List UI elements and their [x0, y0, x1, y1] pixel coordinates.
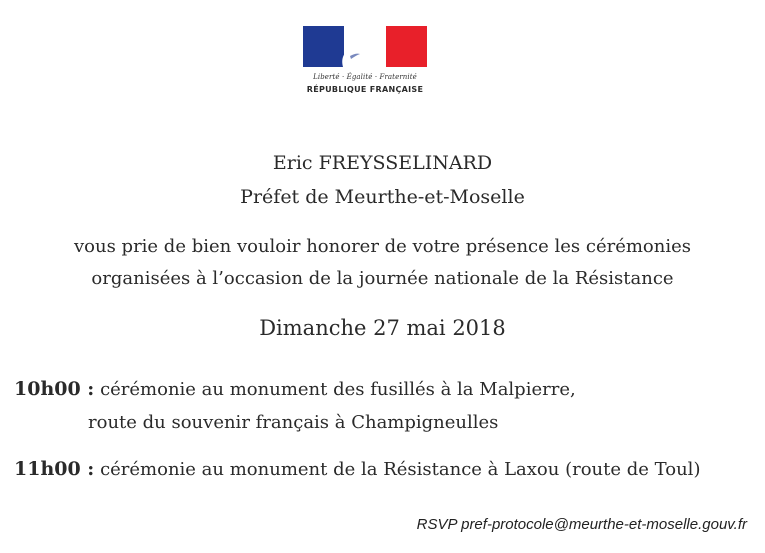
event-date: Dimanche 27 mai 2018: [259, 316, 506, 340]
event-1-time: 10h00 :: [14, 378, 95, 400]
invitation-line-1: vous prie de bien vouloir honorer de votre présence les cérémonies: [73, 236, 691, 257]
event-1-description: cérémonie au monument des fusillés à la Malpierre,: [100, 379, 576, 400]
host-title: Préfet de Meurthe-et-Moselle: [240, 186, 525, 208]
host-name: Eric FREYSSELINARD: [272, 152, 493, 174]
event-1: [14, 378, 576, 400]
republique-francaise-logo: [301, 26, 429, 104]
republic-name: RÉPUBLIQUE FRANÇAISE: [306, 85, 424, 94]
event-1-location: route du souvenir français à Champigneulles: [88, 412, 499, 433]
rsvp-contact: RSVP pref-protocole@meurthe-et-moselle.gouv.fr: [416, 516, 747, 533]
event-2-time: 11h00 :: [14, 458, 95, 480]
event-2-description: cérémonie au monument de la Résistance à Laxou (route de Toul): [100, 459, 701, 480]
republic-motto: Liberté · Égalité · Fraternité: [313, 73, 417, 81]
marianne-flag-icon: [303, 26, 427, 67]
invitation-line-2: organisées à l’occasion de la journée nationale de la Résistance: [91, 268, 674, 289]
event-2: [14, 458, 700, 480]
